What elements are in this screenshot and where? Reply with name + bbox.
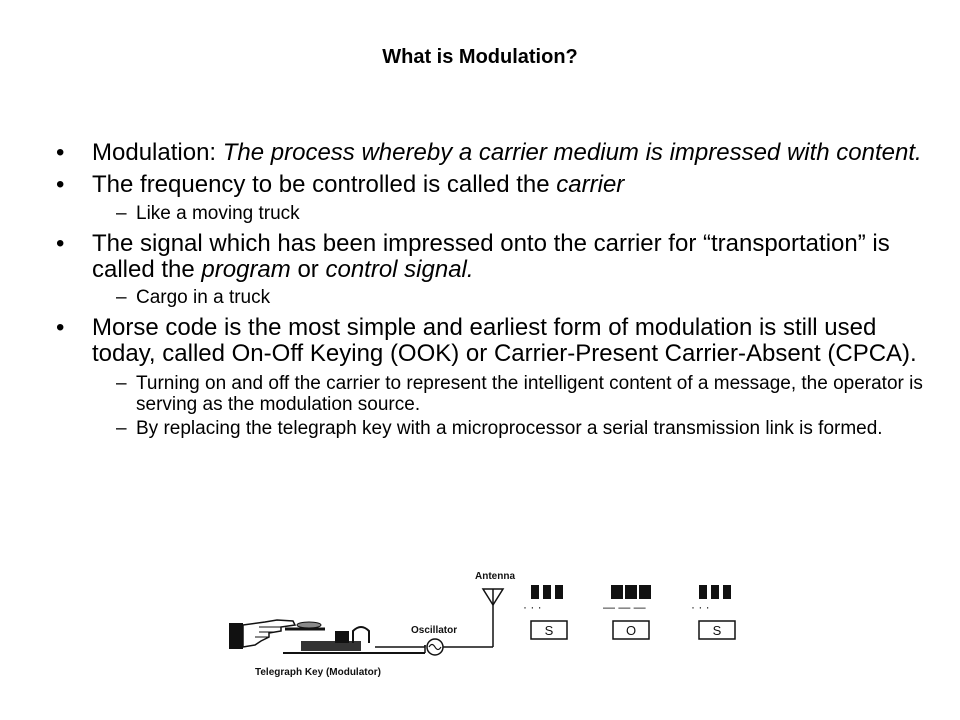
antenna-label: Antenna: [475, 571, 515, 582]
bullet-lead: The frequency to be controlled is called the: [92, 171, 557, 198]
bullet-glyph: •: [56, 139, 65, 166]
dash-glyph: –: [116, 373, 127, 394]
sub-bullet-operator: [116, 373, 936, 415]
dash-glyph: –: [116, 287, 127, 308]
bullet-program: [56, 231, 936, 283]
bullet-italic: The process whereby a carrier medium is impressed with content.: [222, 139, 922, 166]
bullet-text: [92, 172, 936, 198]
dash-glyph: –: [116, 418, 127, 439]
slide-title: What is Modulation?: [382, 46, 578, 68]
bullet-morse: [56, 315, 936, 367]
bullet-mid: or: [290, 256, 326, 283]
bullet-lead: The signal which has been impressed onto the carrier for “transportation” is called the: [92, 230, 890, 283]
telegraph-key-label: Telegraph Key (Modulator): [255, 667, 381, 678]
sub-bullet-truck: [116, 203, 936, 224]
morse-letter-label: S: [712, 623, 722, 638]
bullet-italic: control signal.: [325, 256, 474, 283]
morse-dashes: — — —: [603, 600, 646, 614]
bullet-carrier: [56, 172, 936, 198]
antenna-icon: [483, 589, 503, 605]
bullet-glyph: •: [56, 171, 65, 198]
bullet-text: [92, 140, 936, 166]
bullet-italic: program: [201, 256, 291, 283]
telegraph-diagram-svg: [225, 565, 745, 685]
oscillator-label: Oscillator: [411, 625, 458, 636]
morse-letter-label: S: [544, 623, 554, 638]
sub-bullet-text: By replacing the telegraph key with a microprocessor a serial transmission link is formed.: [136, 418, 883, 439]
sub-bullet-microprocessor: [116, 418, 936, 439]
sub-bullet-text: Like a moving truck: [136, 203, 300, 224]
hand-icon: [229, 620, 295, 649]
telegraph-diagram: [225, 565, 745, 690]
morse-letter-s-2: [691, 585, 735, 639]
bullet-italic: carrier: [556, 171, 625, 198]
morse-dots: · · ·: [523, 600, 542, 614]
bullet-lead: Modulation:: [92, 139, 223, 166]
slide-content: [56, 140, 936, 439]
dash-glyph: –: [116, 203, 127, 224]
morse-letter-o: [603, 585, 651, 639]
sub-bullet-text: Turning on and off the carrier to represent the intelligent content of a message, the operator is serving as the modulation source.: [136, 373, 923, 415]
bullet-glyph: •: [56, 314, 65, 341]
bullet-modulation: [56, 140, 936, 166]
morse-dots: · · ·: [691, 600, 710, 614]
bullet-text: [92, 231, 936, 283]
sub-bullet-text: Cargo in a truck: [136, 287, 271, 308]
telegraph-key: [283, 622, 425, 653]
sub-bullet-cargo: [116, 287, 936, 308]
morse-letter-label: O: [625, 623, 637, 638]
bullet-text: Morse code is the most simple and earliest form of modulation is still used today, called On-Off Keying (OOK) or Carrier-Present Carrier-Absent (CPCA).: [92, 314, 917, 367]
bullet-glyph: •: [56, 230, 65, 257]
morse-letter-s-1: [523, 585, 567, 639]
